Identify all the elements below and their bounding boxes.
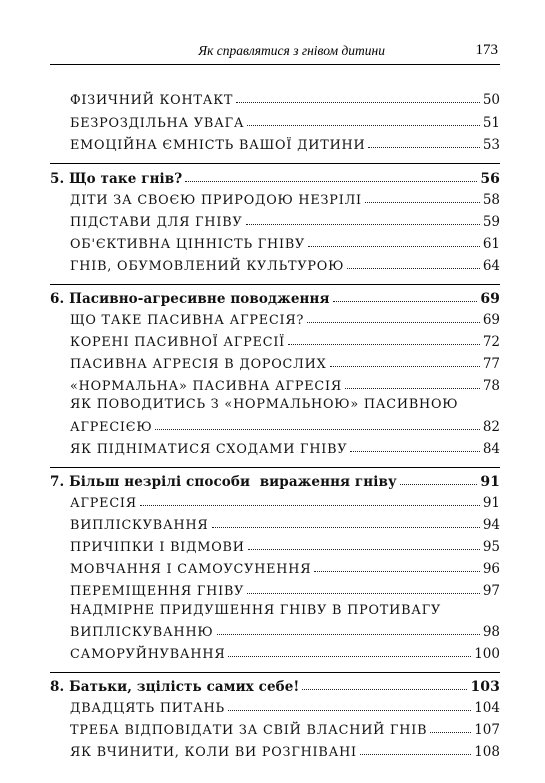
toc-entry xyxy=(70,419,500,435)
toc-entry-title: САМОРУЙНУВАННЯ xyxy=(70,647,226,662)
toc-entry xyxy=(70,744,500,760)
toc-entry-page: 94 xyxy=(482,517,500,533)
toc-entry xyxy=(70,258,500,274)
toc-entry xyxy=(70,137,500,153)
toc-entry-title: ОБ'ЄКТИВНА ЦІННІСТЬ ГНІВУ xyxy=(70,237,306,252)
dot-leader xyxy=(314,571,479,572)
toc-entry xyxy=(70,646,500,662)
dot-leader xyxy=(212,527,480,528)
toc-entry xyxy=(70,192,500,208)
dot-leader xyxy=(155,429,479,430)
toc-entry xyxy=(70,722,500,738)
toc-chapter-title: 6. Пасивно-агресивне поводження xyxy=(50,291,330,307)
toc-entry-page: 96 xyxy=(482,561,500,577)
toc-chapter-title: 8. Батьки, зцілість самих себе! xyxy=(50,679,300,695)
toc-entry xyxy=(70,624,500,640)
dot-leader xyxy=(365,202,480,203)
dot-leader xyxy=(350,451,479,452)
toc-entry-page: 95 xyxy=(482,539,500,555)
dot-leader xyxy=(236,102,480,103)
toc-entry xyxy=(70,441,500,457)
toc-entry-page: 84 xyxy=(482,441,500,457)
toc-entry xyxy=(70,539,500,555)
toc-entry-page: 100 xyxy=(474,646,500,662)
dot-leader xyxy=(228,710,471,711)
toc-entry-title: ДВАДЦЯТЬ ПИТАНЬ xyxy=(70,701,225,716)
toc-entry xyxy=(70,378,500,394)
toc-chapter-entry xyxy=(50,474,500,490)
toc-entry xyxy=(70,115,500,131)
dot-leader xyxy=(246,224,480,225)
toc-entry xyxy=(70,517,500,533)
toc-entry-title: ВИПЛІСКУВАННЯ xyxy=(70,518,209,533)
dot-leader xyxy=(345,388,480,389)
dot-leader xyxy=(400,484,478,485)
toc-chapter-title: 5. Що таке гнів? xyxy=(50,171,183,187)
toc-chapter-page: 56 xyxy=(480,171,500,187)
toc-entry-title-line2: АГРЕСІЄЮ xyxy=(70,420,153,435)
toc-chapter-entry xyxy=(50,291,500,307)
toc-entry-title: «НОРМАЛЬНА» ПАСИВНА АГРЕСІЯ xyxy=(70,379,342,394)
section-divider xyxy=(50,672,500,673)
toc-entry-page: 69 xyxy=(482,312,500,328)
toc-entry-page: 53 xyxy=(482,137,500,153)
dot-leader xyxy=(360,754,471,755)
toc-entry-page: 98 xyxy=(482,624,500,640)
toc-entry-page: 59 xyxy=(482,214,500,230)
running-header-title: Як справлятися з гнівом дитини xyxy=(198,43,385,58)
dot-leader xyxy=(302,689,467,690)
dot-leader xyxy=(430,732,471,733)
dot-leader xyxy=(248,549,480,550)
toc-entry-title: ЕМОЦІЙНА ЄМНІСТЬ ВАШОЇ ДИТИНИ xyxy=(70,138,366,153)
toc-entry-title: БЕЗРОЗДІЛЬНА УВАГА xyxy=(70,116,245,131)
toc-entry-page: 72 xyxy=(482,334,500,350)
toc-entry xyxy=(70,312,500,328)
toc-entry-title: АГРЕСІЯ xyxy=(70,496,137,511)
toc-entry-title: ГНІВ, ОБУМОВЛЕНИЙ КУЛЬТУРОЮ xyxy=(70,259,345,274)
toc-entry xyxy=(70,92,500,108)
toc-entry-title: КОРЕНІ ПАСИВНОЇ АГРЕСІЇ xyxy=(70,335,286,350)
dot-leader xyxy=(333,301,478,302)
toc-entry-page: 58 xyxy=(482,192,500,208)
toc-chapter-page: 91 xyxy=(480,474,500,490)
toc-entry xyxy=(70,356,500,372)
dot-leader xyxy=(368,147,479,148)
toc-chapter-entry xyxy=(50,679,500,695)
toc-chapter-title: 7. Більш незрілі способи вираження гніву xyxy=(50,474,397,490)
toc-entry xyxy=(70,214,500,230)
toc-entry-title: ДІТИ ЗА СВОЄЮ ПРИРОДОЮ НЕЗРІЛІ xyxy=(70,193,362,208)
toc-entry-title-line1: ЯК ПОВОДИТИСЬ З «НОРМАЛЬНОЮ» ПАСИВНОЮ xyxy=(70,397,459,412)
toc-entry-title: ЩО ТАКЕ ПАСИВНА АГРЕСІЯ? xyxy=(70,313,305,328)
toc-entry-title: ЯК ВЧИНИТИ, КОЛИ ВИ РОЗГНІВАНІ xyxy=(70,745,357,760)
dot-leader xyxy=(247,125,479,126)
toc-entry xyxy=(70,583,500,599)
toc-entry-page: 91 xyxy=(482,495,500,511)
toc-entry-page: 77 xyxy=(482,356,500,372)
dot-leader xyxy=(330,366,480,367)
dot-leader xyxy=(288,344,480,345)
toc-entry-title: ПЕРЕМІЩЕННЯ ГНІВУ xyxy=(70,584,245,599)
section-divider xyxy=(50,284,500,285)
toc-chapter-entry xyxy=(50,171,500,187)
toc-entry-page: 104 xyxy=(474,700,500,716)
toc-entry-title-line2: ВИПЛІСКУВАННЮ xyxy=(70,625,214,640)
toc-entry-title: ТРЕБА ВІДПОВІДАТИ ЗА СВІЙ ВЛАСНИЙ ГНІВ xyxy=(70,723,428,738)
toc-entry xyxy=(70,495,500,511)
toc-entry xyxy=(70,561,500,577)
toc-entry xyxy=(70,700,500,716)
toc-entry-page: 78 xyxy=(482,378,500,394)
toc-entry-page: 82 xyxy=(482,419,500,435)
dot-leader xyxy=(308,246,480,247)
section-divider xyxy=(50,163,500,164)
dot-leader xyxy=(228,656,471,657)
toc-entry-title: ПРИЧІПКИ І ВІДМОВИ xyxy=(70,540,245,555)
toc-entry-page: 61 xyxy=(482,236,500,252)
toc-entry xyxy=(70,334,500,350)
toc-entry-page: 97 xyxy=(482,583,500,599)
toc-entry-title: МОВЧАННЯ І САМОУСУНЕННЯ xyxy=(70,562,312,577)
toc-entry-page: 107 xyxy=(474,722,500,738)
toc-entry-page: 64 xyxy=(482,258,500,274)
dot-leader xyxy=(347,268,480,269)
toc-entry-title: ФІЗИЧНИЙ КОНТАКТ xyxy=(70,93,234,108)
dot-leader xyxy=(185,181,477,182)
toc-entry-title: ЯК ПІДНІМАТИСЯ СХОДАМИ ГНІВУ xyxy=(70,442,348,457)
toc-entry-title: ПАСИВНА АГРЕСІЯ В ДОРОСЛИХ xyxy=(70,357,327,372)
toc-entry-page: 50 xyxy=(482,92,500,108)
toc-chapter-page: 103 xyxy=(470,679,500,695)
toc-entry xyxy=(70,236,500,252)
dot-leader xyxy=(307,322,480,323)
dot-leader xyxy=(247,593,480,594)
dot-leader xyxy=(217,634,480,635)
dot-leader xyxy=(140,505,480,506)
page-number: 173 xyxy=(475,42,498,58)
toc-entry-page: 51 xyxy=(482,115,500,131)
toc-entry-title: ПІДСТАВИ ДЛЯ ГНІВУ xyxy=(70,215,243,230)
section-divider xyxy=(50,467,500,468)
toc-entry-title-line1: НАДМІРНЕ ПРИДУШЕННЯ ГНІВУ В ПРОТИВАГУ xyxy=(70,603,442,618)
toc-entry-page: 108 xyxy=(474,744,500,760)
toc-chapter-page: 69 xyxy=(480,291,500,307)
